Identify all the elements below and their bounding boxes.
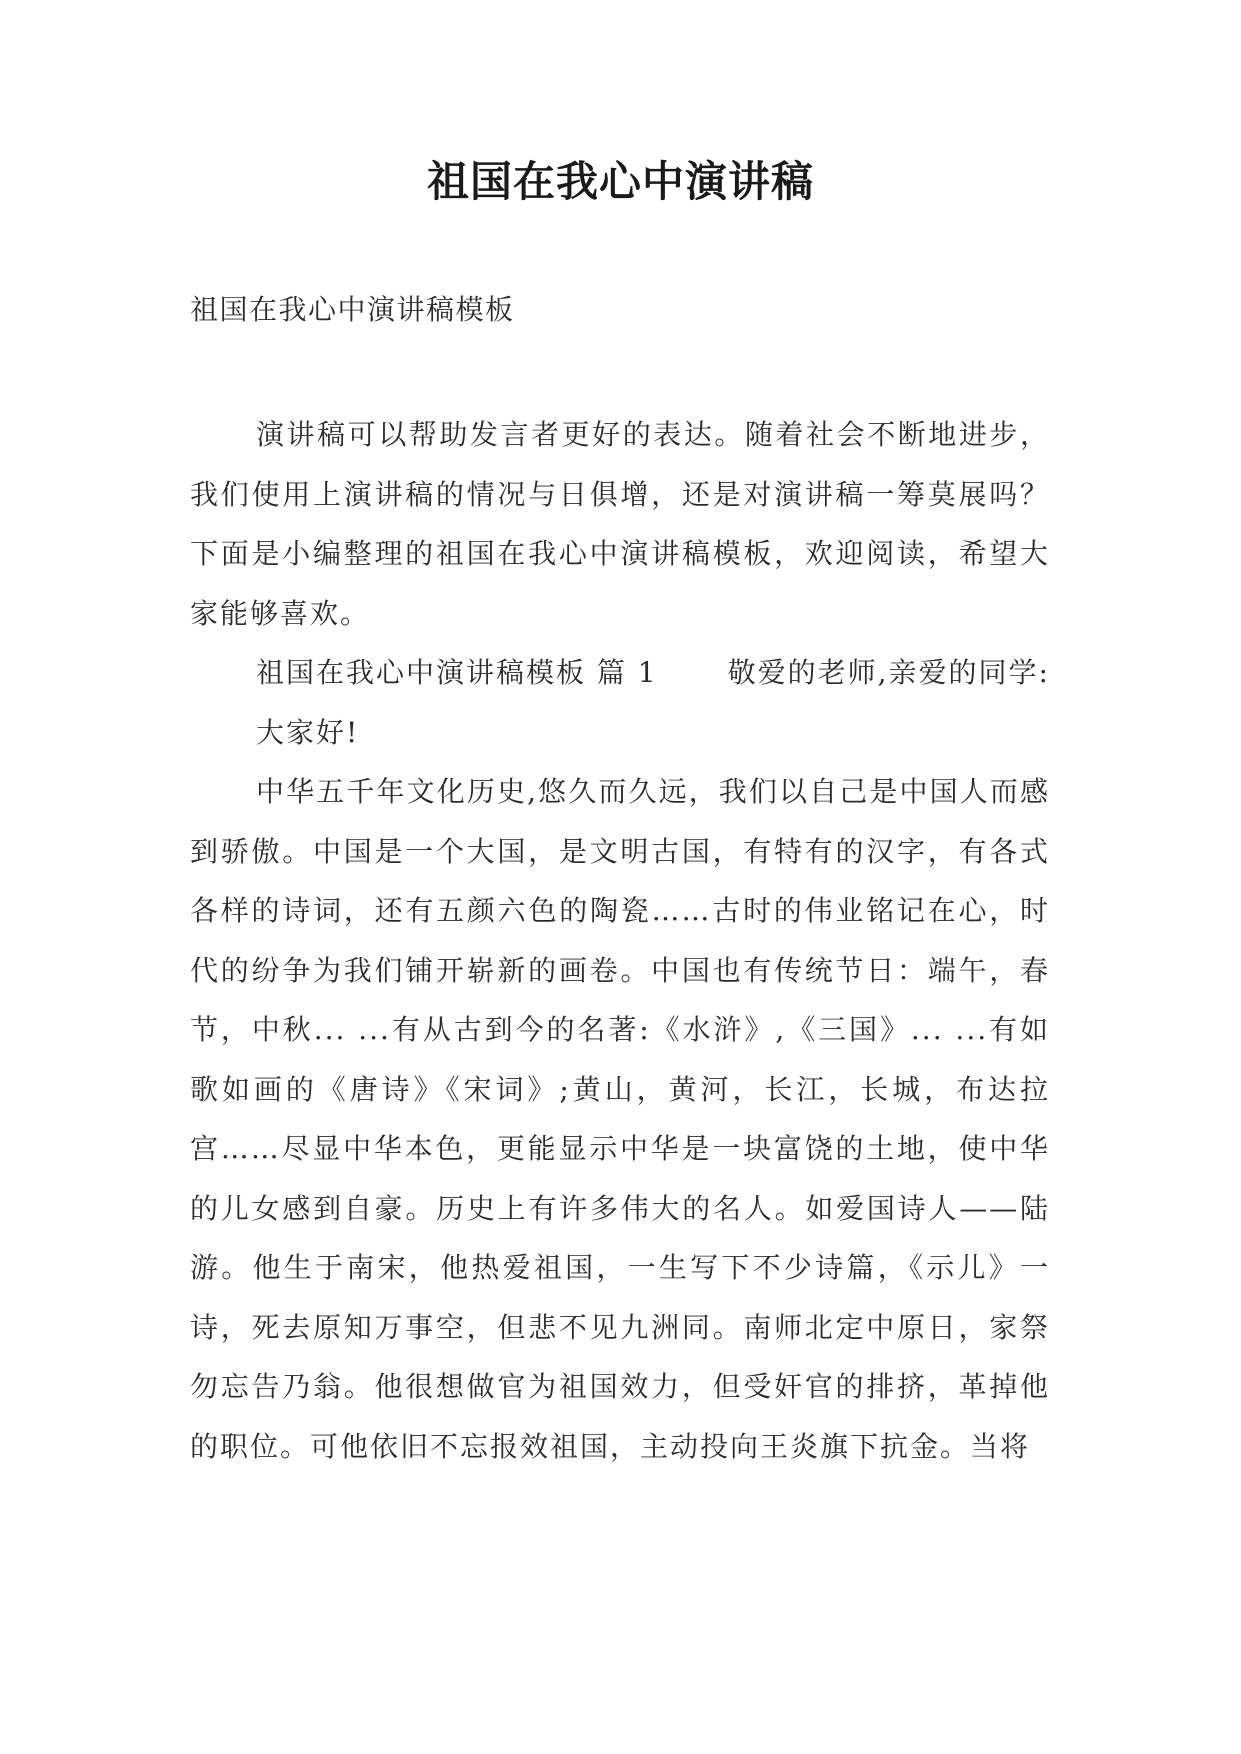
section-heading: 祖国在我心中演讲稿模板 篇 1 bbox=[256, 656, 658, 689]
salutation: 敬爱的老师,亲爱的同学: bbox=[727, 656, 1050, 689]
section-heading-paragraph bbox=[190, 643, 1050, 703]
document-subtitle: 祖国在我心中演讲稿模板 bbox=[190, 293, 515, 326]
main-paragraph: 中华五千年文化历史,悠久而久远，我们以自己是中国人而感到骄傲。中国是一个大国，是文明古国，有特有的汉字，有各式各样的诗词，还有五颜六色的陶瓷……古时的伟业铭记在心，时代的纷争为我们铺开崭新的画卷。中国也有传统节日：端午，春节，中秋... ...有从古到今的名著:《水浒》,《三国》... ...有如歌如画的《唐诗》《宋词》;黄山，黄河，长江，长城，布达拉宫……尽显中华本色，更能显示中华是一块富饶的土地，使中华的儿女感到自豪。历史上有许多伟大的名人。如爱国诗人——陆游。他生于南宋，他热爱祖国，一生写下不少诗篇，《示儿》一诗，死去原知万事空，但悲不见九洲同。南师北定中原日，家祭勿忘告乃翁。他很想做官为祖国效力，但受奸官的排挤，革掉他的职位。可他依旧不忘报效祖国，主动投向王炎旗下抗金。当将 bbox=[190, 775, 1050, 1463]
page-title: 祖国在我心中演讲稿 bbox=[426, 157, 814, 206]
document-body bbox=[190, 405, 1050, 1476]
intro-paragraph: 演讲稿可以帮助发言者更好的表达。随着社会不断地进步，我们使用上演讲稿的情况与日俱增，还是对演讲稿一筹莫展吗？下面是小编整理的祖国在我心中演讲稿模板，欢迎阅读，希望大家能够喜欢。 bbox=[190, 418, 1050, 630]
greeting-paragraph: 大家好! bbox=[256, 715, 360, 749]
